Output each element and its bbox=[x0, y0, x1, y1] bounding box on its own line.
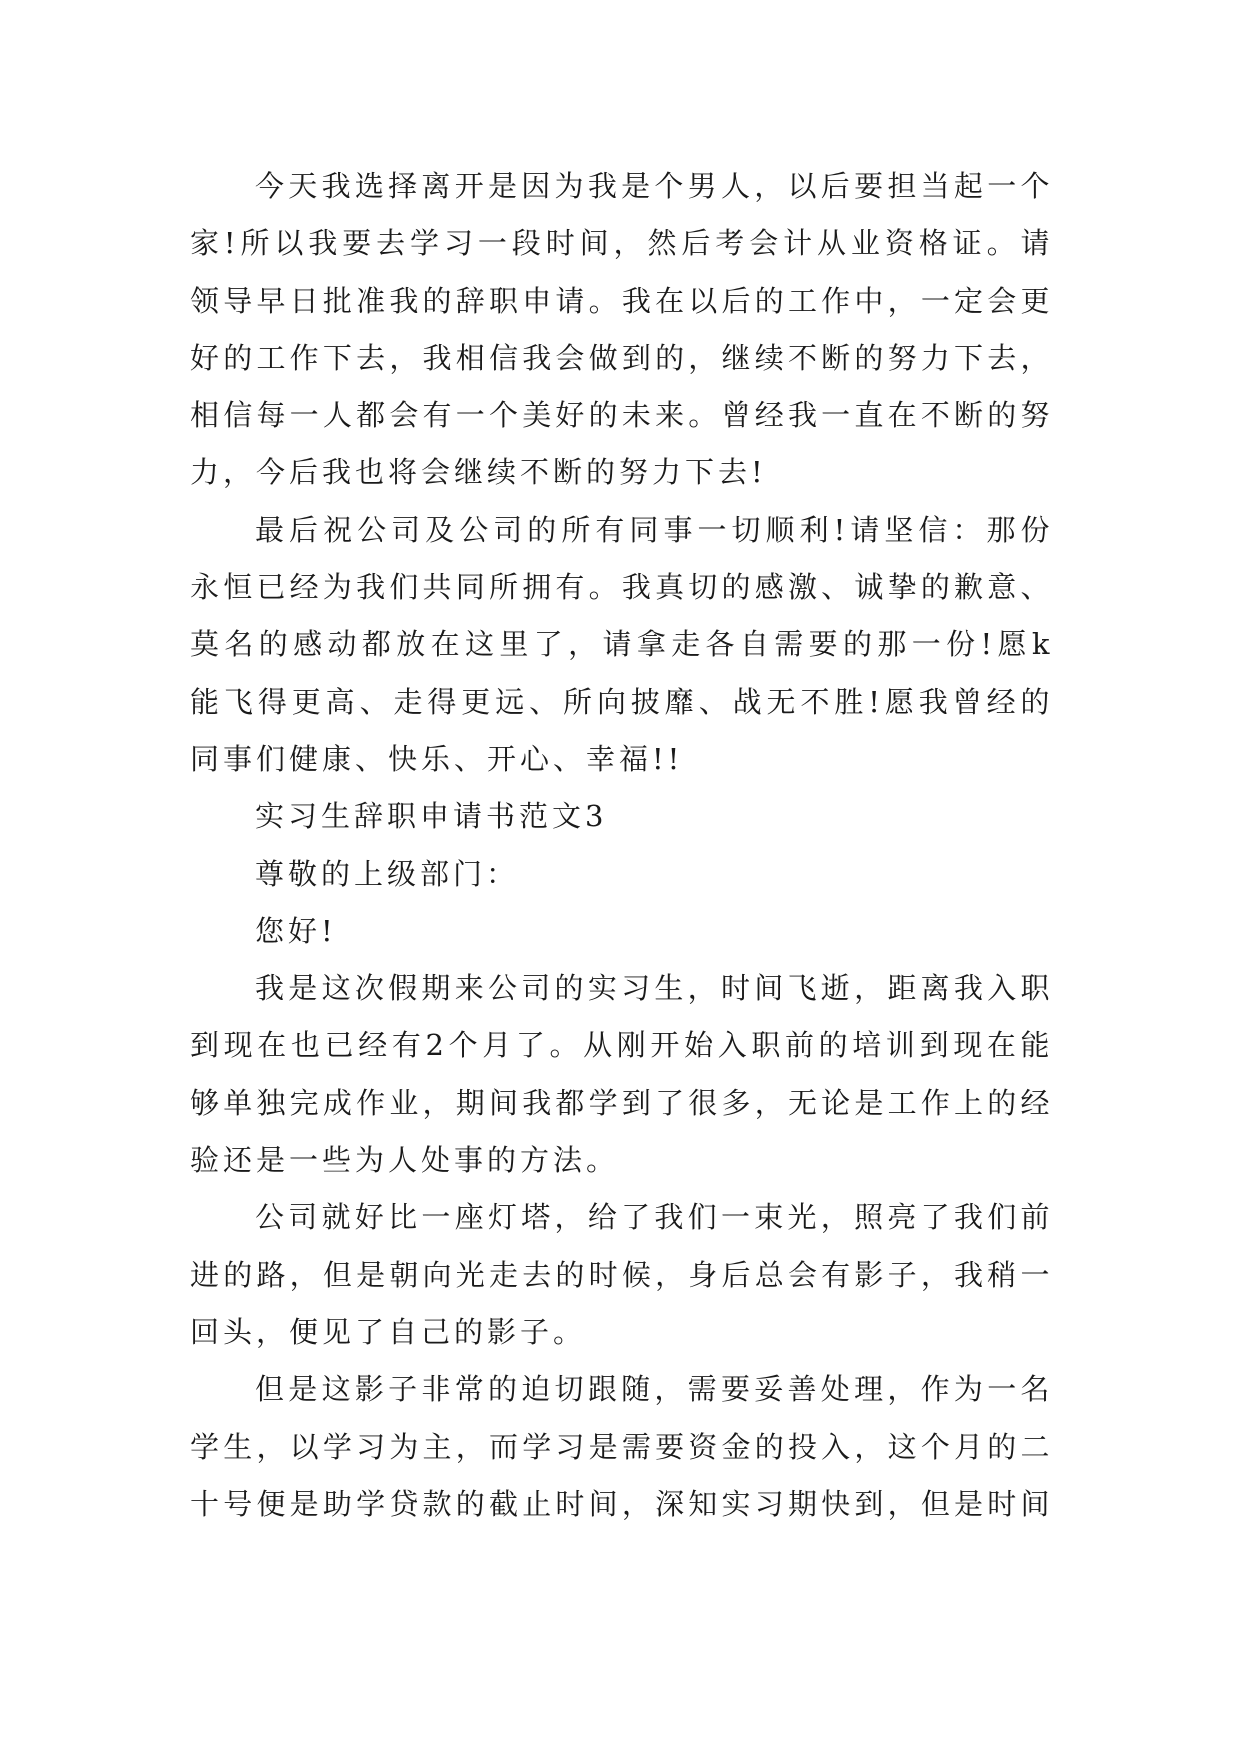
text-line: 进的路，但是朝向光走去的时候，身后总会有影子，我稍一 bbox=[190, 1257, 1050, 1292]
text-line: 好的工作下去，我相信我会做到的，继续不断的努力下去， bbox=[190, 340, 1050, 375]
paragraph-intern-intro bbox=[190, 960, 1050, 1189]
text-line: 领导早日批准我的辞职申请。我在以后的工作中，一定会更 bbox=[190, 283, 1050, 318]
text-line: 但是这影子非常的迫切跟随，需要妥善处理，作为一名 bbox=[255, 1372, 1050, 1407]
text-line: 到现在也已经有2个月了。从刚开始入职前的培训到现在能 bbox=[190, 1028, 1050, 1063]
text-line: 最后祝公司及公司的所有同事一切顺利!请坚信：那份 bbox=[255, 512, 1050, 547]
text-line: 今天我选择离开是因为我是个男人，以后要担当起一个 bbox=[255, 169, 1050, 203]
paragraph-lighthouse bbox=[190, 1189, 1050, 1361]
text-line: 够单独完成作业，期间我都学到了很多，无论是工作上的经 bbox=[190, 1085, 1050, 1120]
text-line: 学生，以学习为主，而学习是需要资金的投入，这个月的二 bbox=[190, 1429, 1050, 1464]
text-line: 力，今后我也将会继续不断的努力下去! bbox=[190, 455, 767, 490]
paragraph-farewell-wishes bbox=[190, 502, 1050, 788]
text-line: 公司就好比一座灯塔，给了我们一束光，照亮了我们前 bbox=[255, 1200, 1050, 1235]
text-line: 同事们健康、快乐、开心、幸福!! bbox=[190, 741, 684, 776]
document-page bbox=[190, 158, 1050, 1533]
text-line: 相信每一人都会有一个美好的未来。曾经我一直在不断的努 bbox=[190, 398, 1050, 433]
paragraph-resignation-reason bbox=[190, 158, 1050, 502]
text-line: 验还是一些为人处事的方法。 bbox=[190, 1143, 620, 1178]
text-line: 回头，便见了自己的影子。 bbox=[190, 1314, 587, 1349]
text-line: 十号便是助学贷款的截止时间，深知实习期快到，但是时间 bbox=[190, 1486, 1050, 1521]
text-line: 永恒已经为我们共同所拥有。我真切的感激、诚挚的歉意、 bbox=[190, 570, 1050, 605]
text-line: 莫名的感动都放在这里了，请拿走各自需要的那一份!愿k bbox=[190, 627, 1050, 662]
text-line: 能飞得更高、走得更远、所向披靡、战无不胜!愿我曾经的 bbox=[190, 684, 1050, 719]
section-heading: 实习生辞职申请书范文3 bbox=[255, 799, 608, 834]
text-line: 我是这次假期来公司的实习生，时间飞逝，距离我入职 bbox=[255, 971, 1050, 1006]
text-line: 家!所以我要去学习一段时间，然后考会计从业资格证。请 bbox=[190, 226, 1050, 261]
paragraph-student-loan bbox=[190, 1361, 1050, 1533]
greeting: 您好! bbox=[255, 913, 337, 948]
salutation: 尊敬的上级部门： bbox=[255, 856, 520, 891]
